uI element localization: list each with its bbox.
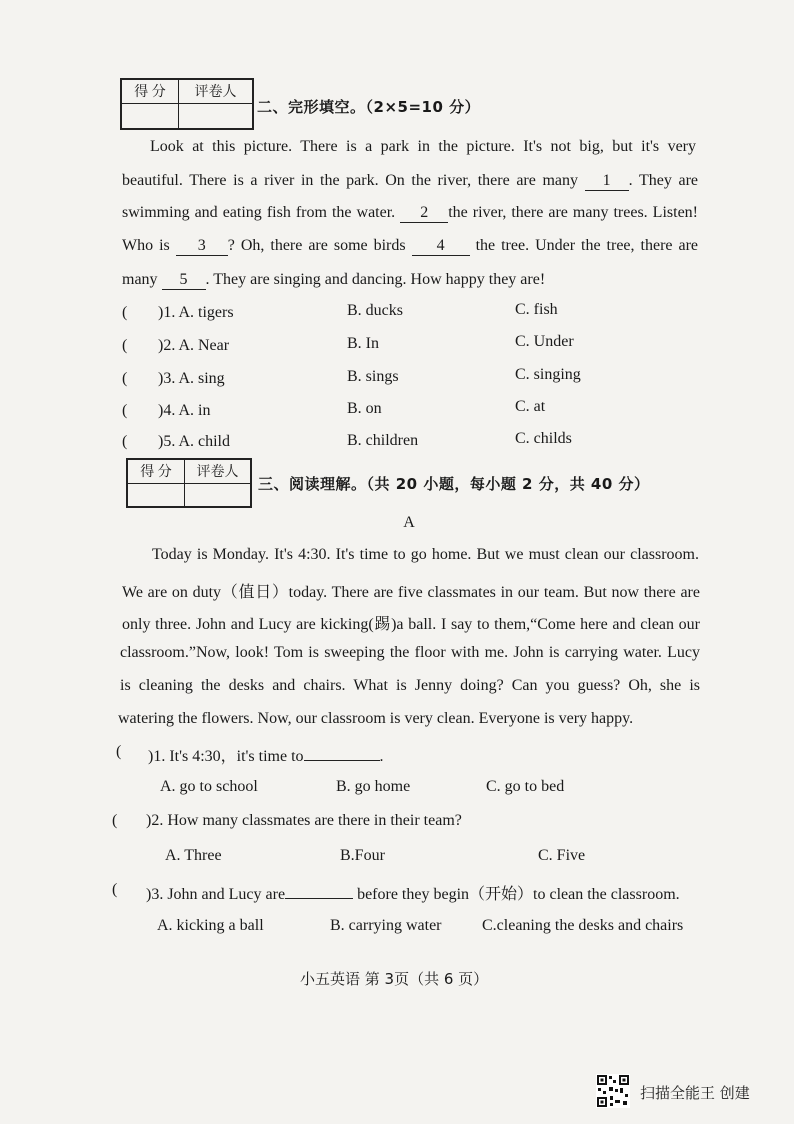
blank-1[interactable]: 1 — [585, 172, 629, 191]
option-b: B. carrying water — [330, 917, 442, 934]
answer-paren[interactable]: ( — [116, 743, 122, 760]
option-b: B. children — [347, 432, 419, 449]
score-box-section2 — [120, 78, 254, 130]
score-label: 得 分 — [121, 79, 179, 103]
passage-line: swimming and eating fish from the water. 2 the river, there are many trees. Listen! — [122, 204, 699, 221]
option-c: C.cleaning the desks and chairs — [482, 917, 684, 934]
answer-blank[interactable] — [285, 898, 353, 899]
question-stem: )2. A. Near — [158, 337, 230, 354]
question-stem: )1. A. tigers — [158, 304, 234, 321]
score-label: 得 分 — [127, 459, 185, 483]
answer-paren[interactable]: ( — [122, 433, 128, 450]
grader-label: 评卷人 — [179, 79, 254, 103]
blank-2[interactable]: 2 — [400, 204, 448, 223]
answer-paren[interactable]: ( — [122, 337, 128, 354]
grader-cell — [179, 103, 254, 129]
blank-4[interactable]: 4 — [412, 237, 470, 256]
section3-title: 三、阅读理解。（共 20 小题，每小题 2 分，共 40 分） — [258, 475, 650, 493]
option-a: A. go to school — [160, 778, 258, 795]
option-c: C. Five — [538, 847, 586, 864]
answer-blank[interactable] — [304, 760, 380, 761]
passage-line: many 5 . They are singing and dancing. How happy they are! — [122, 271, 546, 288]
grader-label: 评卷人 — [185, 459, 252, 483]
answer-paren[interactable]: ( — [112, 812, 118, 829]
blank-5[interactable]: 5 — [162, 271, 206, 290]
option-c: C. singing — [515, 366, 581, 383]
passage-line: only three. John and Lucy are kicking(踢)a ball. I say to them,“Come here and clean our — [122, 616, 700, 633]
answer-paren[interactable]: ( — [112, 881, 118, 898]
question-stem: )4. A. in — [158, 402, 211, 419]
option-b: B. sings — [347, 368, 399, 385]
scanner-watermark: 扫描全能王 创建 — [640, 1084, 750, 1102]
option-b: B. ducks — [347, 302, 403, 319]
option-c: C. at — [515, 398, 546, 415]
section2-title: 二、完形填空。（2×5=10 分） — [257, 98, 481, 116]
passage-line: is cleaning the desks and chairs. What is Jenny doing? Can you guess? Oh, she is — [120, 677, 700, 694]
grader-cell — [185, 483, 252, 507]
option-b: B.Four — [340, 847, 385, 864]
answer-paren[interactable]: ( — [122, 370, 128, 387]
question-stem: )3. A. sing — [158, 370, 225, 387]
blank-3[interactable]: 3 — [176, 237, 228, 256]
score-cell — [127, 483, 185, 507]
option-c: C. Under — [515, 333, 574, 350]
option-c: C. go to bed — [486, 778, 565, 795]
passage-line: beautiful. There is a river in the park. On the river, there are many 1 . They are — [122, 172, 699, 189]
question-stem: )3. John and Lucy are before they begin（开始）to clean the classroom. — [146, 886, 680, 903]
question-stem: )1. It's 4:30，it's time to . — [148, 748, 384, 765]
passage-line: Who is 3 ? Oh, there are some birds 4 the tree. Under the tree, there are — [122, 237, 699, 254]
passage-line: Look at this picture. There is a park in the picture. It's not big, but it's very — [150, 138, 696, 155]
option-b: B. on — [347, 400, 382, 417]
passage-line: classroom.”Now, look! Tom is sweeping the floor with me. John is carrying water. Lucy — [120, 644, 700, 661]
score-box-section3 — [126, 458, 252, 508]
option-b: B. go home — [336, 778, 411, 795]
answer-paren[interactable]: ( — [122, 304, 128, 321]
page-footer: 小五英语 第 3页（共 6 页） — [300, 970, 489, 988]
passage-line: We are on duty（值日）today. There are five classmates in our team. But now there are — [122, 584, 700, 601]
passage-line: Today is Monday. It's 4:30. It's time to go home. But we must clean our classroom. — [152, 546, 699, 563]
option-a: A. Three — [165, 847, 222, 864]
option-c: C. childs — [515, 430, 572, 447]
answer-paren[interactable]: ( — [122, 402, 128, 419]
passage-line: watering the flowers. Now, our classroom is very clean. Everyone is very happy. — [118, 710, 634, 727]
option-c: C. fish — [515, 301, 558, 318]
score-cell — [121, 103, 179, 129]
question-stem: )5. A. child — [158, 433, 230, 450]
option-b: B. In — [347, 335, 379, 352]
option-a: A. kicking a ball — [157, 917, 264, 934]
part-label: A — [403, 514, 415, 531]
qr-code-icon — [596, 1074, 630, 1108]
question-stem: )2. How many classmates are there in their team? — [146, 812, 462, 829]
